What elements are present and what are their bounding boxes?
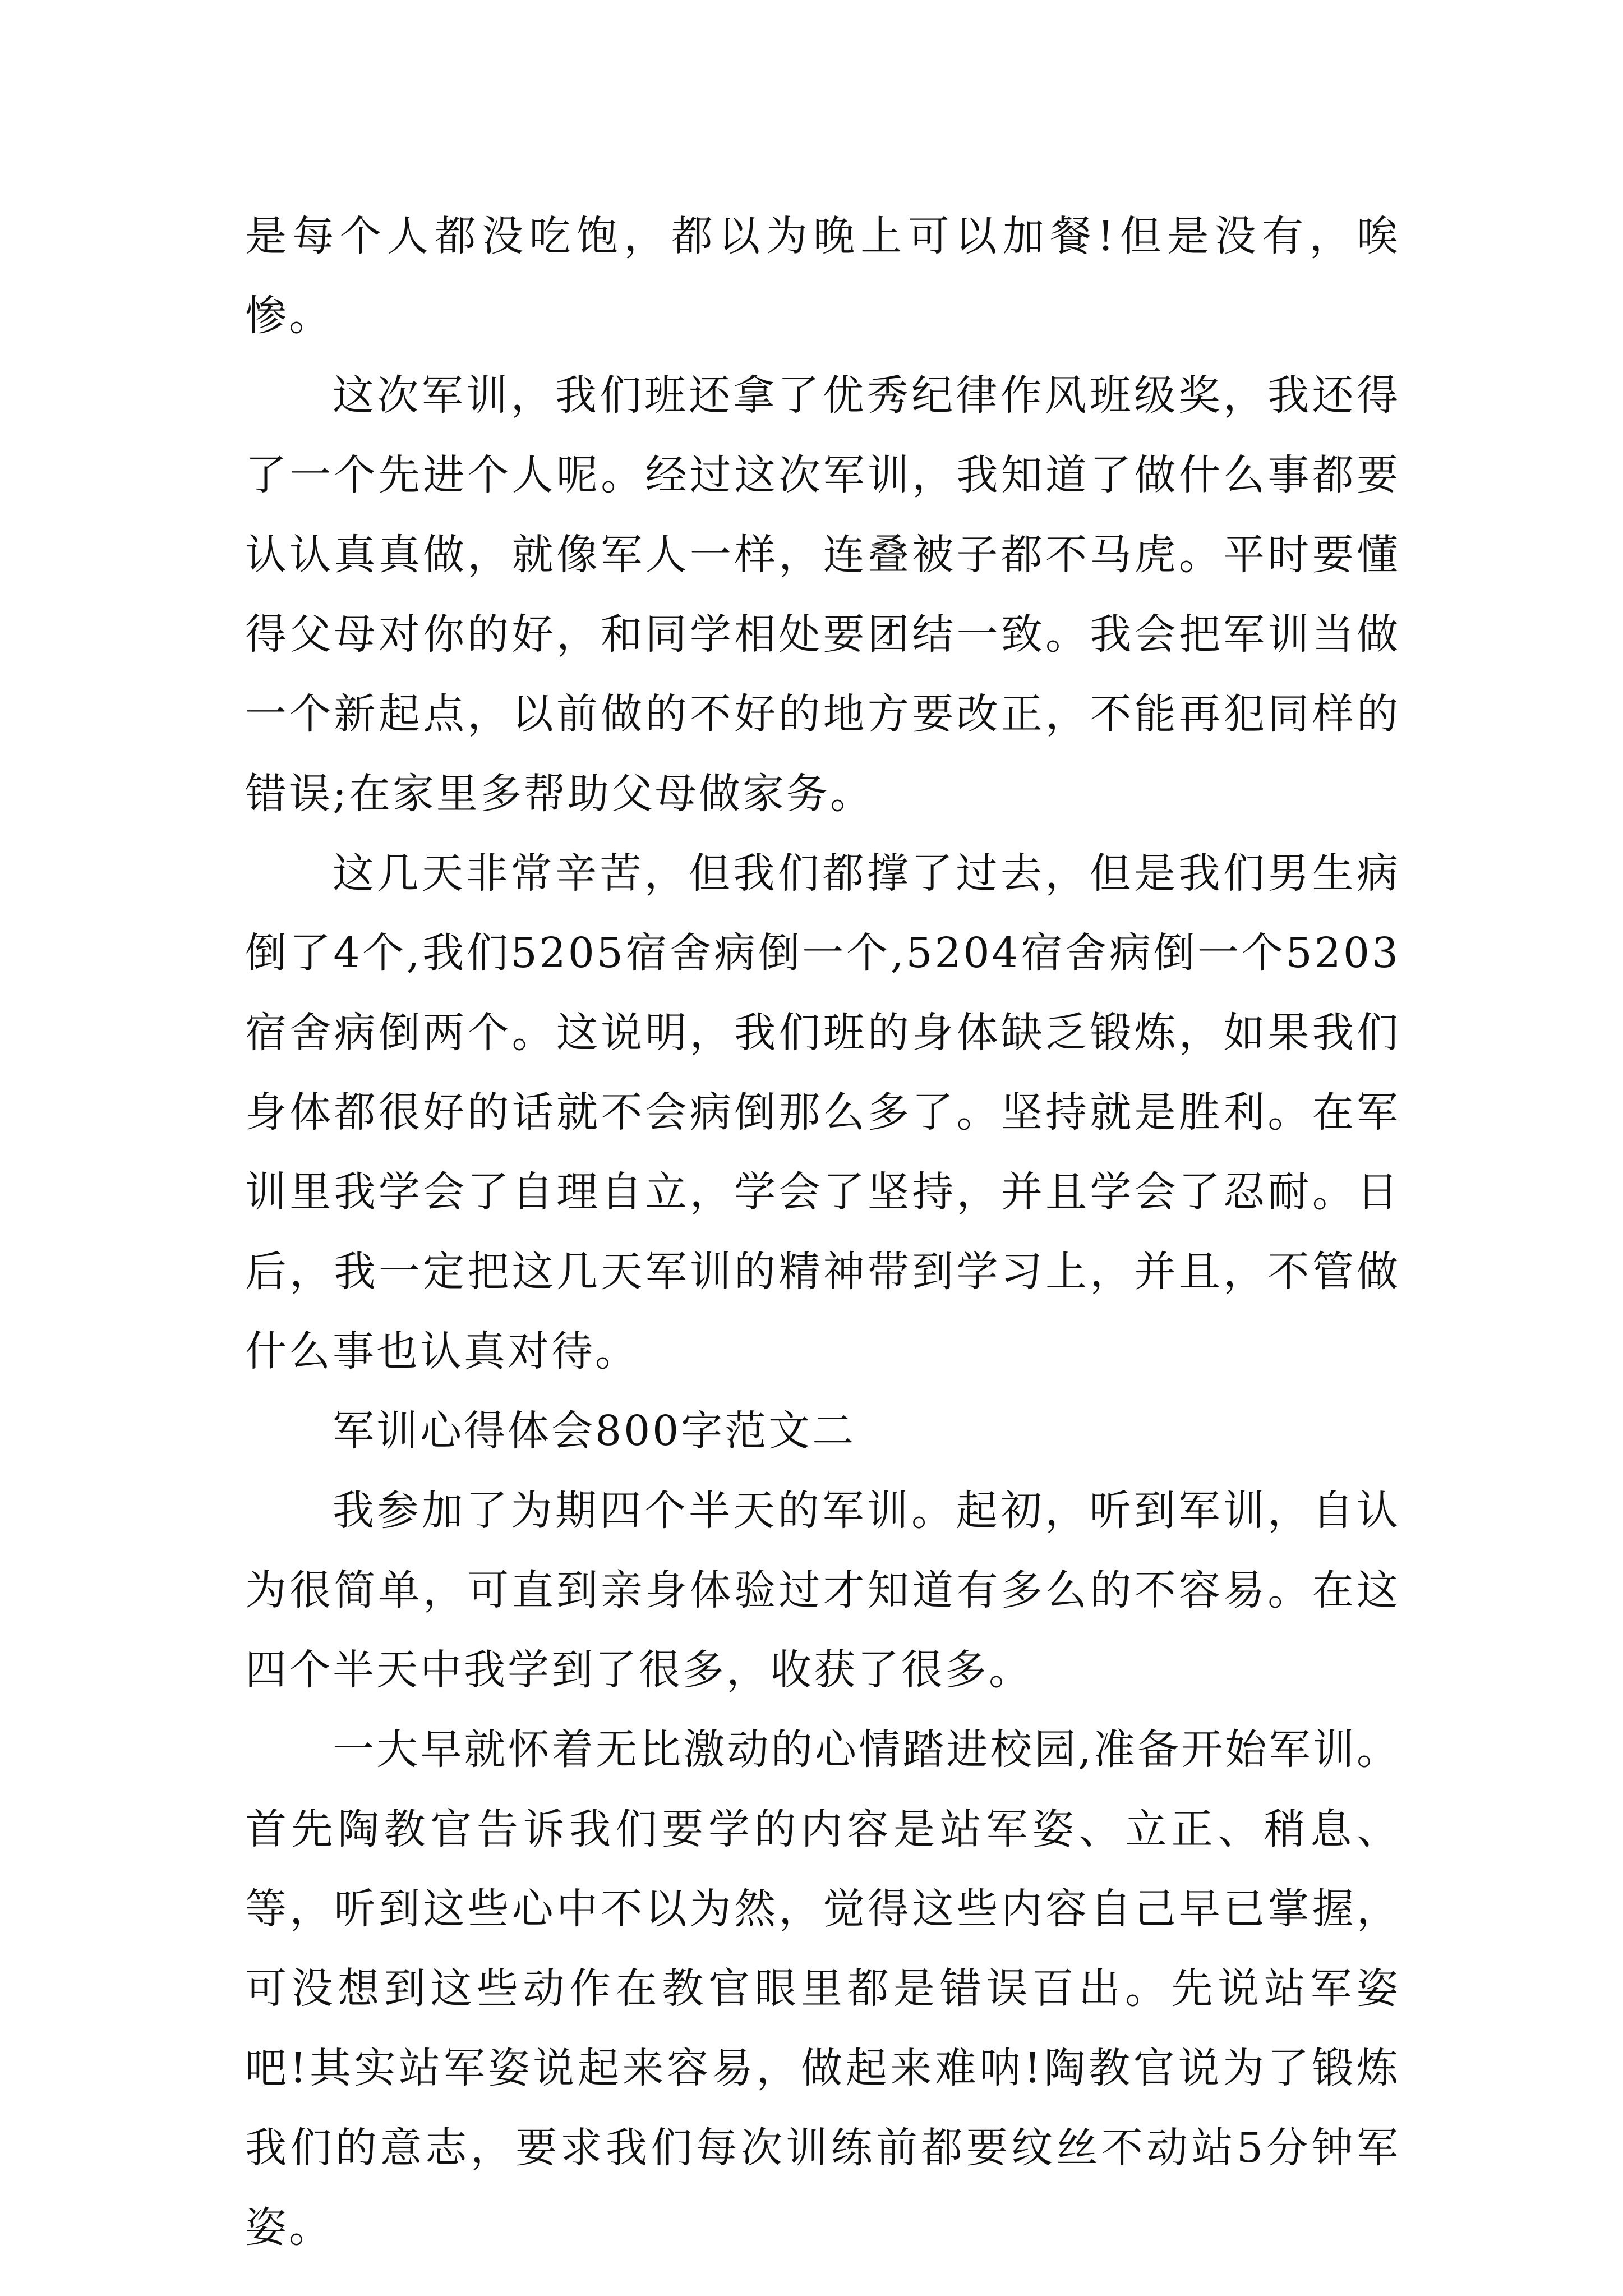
paragraph-continuation: 是每个人都没吃饱，都以为晚上可以加餐!但是没有，唉惨。 [245, 212, 1400, 340]
section-heading: 军训心得体会800字范文二 [333, 1407, 856, 1455]
document-body [245, 196, 1400, 2267]
paragraph: 这次军训，我们班还拿了优秀纪律作风班级奖，我还得了一个先进个人呢。经过这次军训，我知道了做什么事都要认认真真做，就像军人一样，连叠被子都不马虎。平时要懂得父母对你的好，和同学相处要团结一致。我会把军训当做一个新起点，以前做的不好的地方要改正，不能再犯同样的错误;在家里多帮助父母做家务。 [245, 371, 1400, 818]
paragraph: 一大早就怀着无比激动的心情踏进校园,准备开始军训。首先陶教官告诉我们要学的内容是站军姿、立正、稍息、等，听到这些心中不以为然，觉得这些内容自己早已掌握，可没想到这些动作在教官眼里都是错误百出。先说站军姿吧!其实站军姿说起来容易，做起来难呐!陶教官说为了锻炼我们的意志，要求我们每次训练前都要纹丝不动站5分钟军姿。 [245, 1726, 1400, 2252]
paragraph: 这几天非常辛苦，但我们都撑了过去，但是我们男生病倒了4个,我们5205宿舍病倒一个,5204宿舍病倒一个5203宿舍病倒两个。这说明，我们班的身体缺乏锻炼，如果我们身体都很好的话就不会病倒那么多了。坚持就是胜利。在军训里我学会了自理自立，学会了坚持，并且学会了忍耐。日后，我一定把这几天军训的精神带到学习上，并且，不管做什么事也认真对待。 [245, 849, 1400, 1375]
paragraph: 我参加了为期四个半天的军训。起初，听到军训，自认为很简单，可直到亲身体验过才知道有多么的不容易。在这四个半天中我学到了很多，收获了很多。 [245, 1487, 1400, 1694]
